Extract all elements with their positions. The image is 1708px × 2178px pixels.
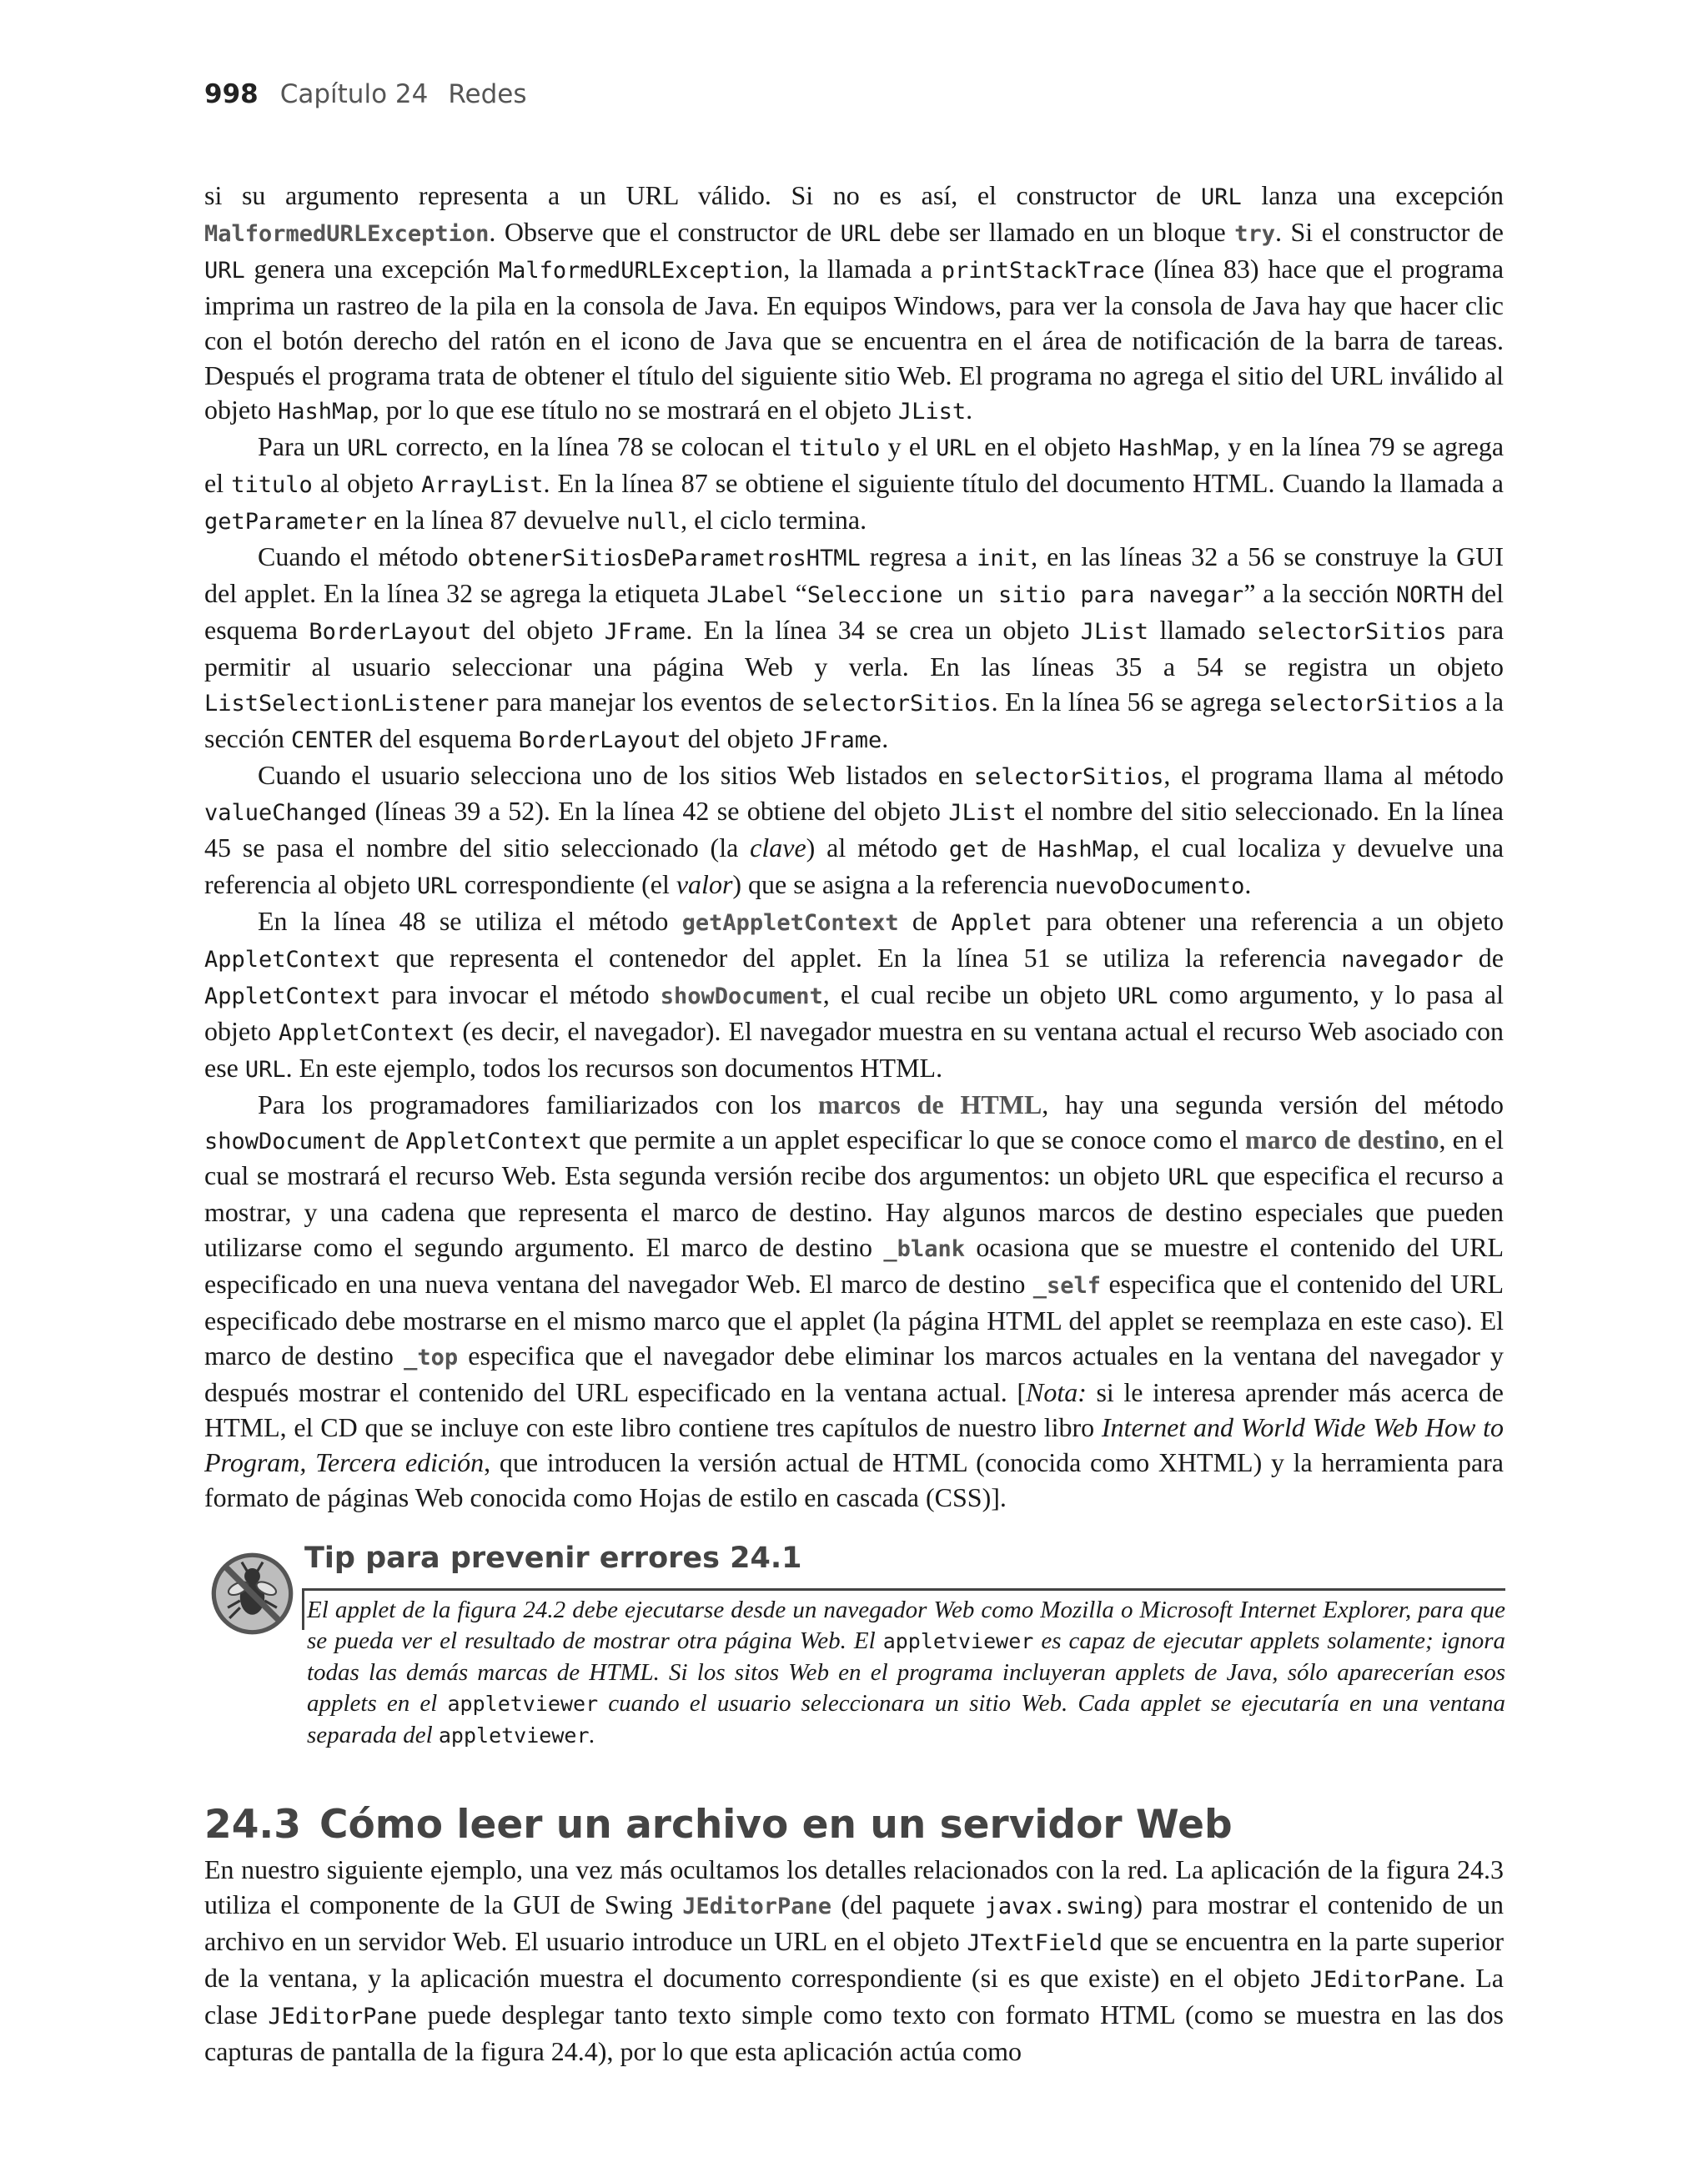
code-term: titulo	[231, 472, 313, 499]
text-run: como argumento, y lo pasa al objeto	[204, 978, 1505, 1046]
code-term: AppletContext	[405, 1128, 582, 1154]
text-run: debe ser llamado en un bloque	[881, 216, 1235, 247]
code-term: selectorSitios	[973, 763, 1164, 790]
code-term: ArrayList	[421, 472, 544, 499]
code-term: URL	[1117, 983, 1158, 1009]
section-number: 24.3	[204, 1802, 301, 1848]
text-run: “	[787, 577, 807, 608]
text-run: .	[589, 1721, 595, 1748]
text-run: , la llamada a	[783, 253, 942, 284]
text-run: ) para mostrar el contenido de un archivo en un servidor Web. El usuario introduce un URL en el objeto	[204, 1889, 1505, 1956]
code-term: getParameter	[204, 509, 368, 536]
text-run: , hay una segunda versión del método	[1042, 1089, 1504, 1119]
code-term: appletviewer	[438, 1723, 590, 1748]
body-paragraph	[204, 758, 1504, 905]
text-run: y el	[880, 431, 937, 462]
code-term: BorderLayout	[309, 618, 472, 645]
tip-rule	[302, 1588, 1505, 1591]
body-paragraph	[204, 904, 1504, 1088]
text-run: .	[882, 722, 889, 753]
code-term: JList	[897, 399, 967, 425]
text-run: que especifica el recurso a mostrar, y una cadena que representa el marco de destino. Hay algunos marcos de destino especiales que pueden utilizarse como el segundo argumento. El marco de destino	[204, 1160, 1505, 1263]
code-term: URL	[244, 1056, 286, 1083]
body-paragraph	[204, 179, 1504, 430]
text-run: llamado	[1148, 614, 1257, 645]
code-term-bold: try	[1234, 220, 1275, 247]
code-term: JTextField	[967, 1929, 1103, 1956]
text-run: , el cual localiza y devuelve una referencia al objeto	[204, 832, 1505, 900]
text-run: (línea 83) hace que el programa imprima un rastreo de la pila en la consola de Java. En equipos Windows, para ver la consola de Java hay que hacer clic con el botón derecho del ratón en el icono de Java que se encuentra en el área de notificación de la barra de tareas. Después el programa trata de obtener el título del siguiente sitio Web. El programa no agrega el sitio del URL inválido al objeto	[204, 253, 1505, 425]
code-term: CENTER	[290, 727, 373, 753]
text-run: para permitir al usuario seleccionar una página Web y verla. En las líneas 35 a 54 se registra un objeto	[204, 614, 1505, 682]
code-term: URL	[347, 435, 389, 462]
section-title: Cómo leer un archivo en un servidor Web	[319, 1802, 1233, 1848]
text-run: del esquema	[204, 577, 1505, 645]
text-run: , que introducen la versión actual de HTML (conocida como XHTML) y la herramienta para formato de páginas Web conocida como Hojas de estilo en cascada (CSS)].	[204, 1446, 1505, 1512]
code-term: MalformedURLException	[498, 257, 784, 284]
body-paragraph	[204, 1088, 1504, 1516]
code-term: selectorSitios	[1256, 618, 1447, 645]
code-term: HashMap	[1118, 435, 1213, 462]
text-run: , el programa llama al método	[1163, 759, 1505, 790]
text-run: . En este ejemplo, todos los recursos son documentos HTML.	[285, 1052, 943, 1083]
code-term: showDocument	[204, 1128, 368, 1154]
code-term: URL	[840, 220, 882, 247]
code-term: Seleccione un sitio para navegar	[806, 581, 1244, 608]
code-term: Applet	[951, 910, 1032, 937]
text-run: del objeto	[681, 722, 801, 753]
text-run: especifica que el contenido del URL especificado debe mostrarse en el mismo marco que el applet (la página HTML del applet se reemplaza en este caso). El marco de destino	[204, 1269, 1505, 1371]
text-run: que se encuentra en la parte superior de la ventana, y la aplicación muestra el documento correspondiente (si es que existe) en el objeto	[204, 1925, 1504, 1993]
text-run: ) que se asigna a la referencia	[732, 869, 1055, 900]
text-run: de	[898, 906, 952, 937]
italic-text: Internet and World Wide Web How to Program, Tercera edición	[204, 1411, 1505, 1477]
text-run: . La clase	[204, 1962, 1505, 2030]
text-run: es capaz de ejecutar applets solamente; ignora todas las demás marcas de HTML. Si los sitos Web en el programa incluyeran applets de Java, sólo aparecerían esos applets en el	[307, 1627, 1505, 1717]
text-run: En la línea 48 se utiliza el método	[258, 906, 682, 937]
text-run: . En la línea 56 se agrega	[991, 686, 1269, 717]
text-run: , el cual recibe un objeto	[822, 978, 1118, 1009]
code-term: JList	[1080, 618, 1149, 645]
key-term: marcos de HTML	[817, 1089, 1042, 1119]
text-run: lanza una excepción	[1241, 180, 1505, 210]
code-term: JEditorPane	[1309, 1966, 1459, 1993]
section-paragraph	[204, 1853, 1504, 2069]
text-run: de	[367, 1124, 406, 1154]
text-run: El applet de la figura 24.2 debe ejecutarse desde un navegador Web como Mozilla o Microsoft Internet Explorer, para que se pueda ver el resultado de mostrar otra página Web. El	[307, 1597, 1505, 1654]
italic-text: Nota:	[1026, 1376, 1087, 1407]
text-run: en el objeto	[976, 431, 1119, 462]
text-run: ocasiona que se muestre el contenido del URL especificado en una nueva ventana del navegador Web. El marco de destino	[204, 1232, 1505, 1300]
code-term: nuevoDocumento	[1054, 873, 1245, 900]
text-run: , en el cual se mostrará el recurso Web. Esta segunda versión recibe dos argumentos: un objeto	[204, 1124, 1504, 1191]
code-term: navegador	[1341, 947, 1464, 973]
chapter-label: Capítulo 24	[279, 79, 429, 109]
tip-rule-vertical	[302, 1588, 304, 1630]
running-head	[204, 79, 526, 109]
text-run: (es decir, el navegador). El navegador muestra en su ventana actual el recurso Web asociado con ese	[204, 1015, 1505, 1083]
text-run: . En la línea 87 se obtiene el siguiente título del documento HTML. Cuando la llamada a	[543, 468, 1505, 499]
code-term: JEditorPane	[268, 2003, 418, 2030]
text-run: .	[966, 395, 973, 425]
text-run: En nuestro siguiente ejemplo, una vez más ocultamos los detalles relacionados con la red. La aplicación de la figura 24.3 utiliza el componente de la GUI de Swing	[204, 1854, 1504, 1919]
text-run: regresa a	[860, 541, 977, 572]
text-run: , en las líneas 32 a 56 se construye la GUI del applet. En la línea 32 se agrega la etiqueta	[204, 541, 1505, 608]
text-run: del objeto	[471, 614, 605, 645]
text-run: . Observe que el constructor de	[489, 216, 841, 247]
body-paragraph	[204, 540, 1504, 757]
code-term-bold: _blank	[883, 1236, 965, 1263]
code-term: obtenerSitiosDeParametrosHTML	[467, 546, 861, 572]
page-number: 998	[204, 79, 259, 109]
text-run: Para los programadores familiarizados con los	[258, 1089, 818, 1119]
text-run: . En la línea 34 se crea un objeto	[686, 614, 1081, 645]
italic-text: valor	[676, 869, 733, 900]
tip-title: Tip para prevenir errores 24.1	[304, 1542, 802, 1575]
text-run: .	[1244, 869, 1252, 900]
code-term: JLabel	[706, 581, 788, 608]
italic-text: clave	[750, 832, 806, 863]
text-run: correspondiente (el	[457, 869, 676, 900]
code-term: null	[626, 509, 681, 536]
section-heading	[204, 1802, 1233, 1848]
body-paragraph	[204, 430, 1504, 540]
text-run: genera una excepción	[244, 253, 499, 284]
code-term: AppletContext	[204, 947, 381, 973]
text-run: al objeto	[312, 468, 422, 499]
text-run: que representa el contenedor del applet. En la línea 51 se utiliza la referencia	[380, 943, 1342, 973]
code-term-bold: _top	[404, 1345, 459, 1371]
text-run: del esquema	[372, 722, 519, 753]
text-run: el nombre del sitio seleccionado. En la línea 45 se pasa el nombre del sitio seleccionado (la	[204, 796, 1505, 863]
code-term: get	[948, 837, 990, 863]
code-term: JFrame	[604, 618, 686, 645]
text-run: (del paquete	[831, 1889, 985, 1919]
error-prevention-tip	[208, 1542, 1505, 1775]
code-term: ListSelectionListener	[204, 690, 490, 717]
code-term: JList	[948, 800, 1017, 827]
text-run: (líneas 39 a 52). En la línea 42 se obtiene del objeto	[367, 796, 949, 827]
text-run: en la línea 87 devuelve	[367, 505, 627, 536]
tip-body	[307, 1595, 1505, 1752]
code-term-bold: _self	[1032, 1273, 1102, 1300]
text-run: cuando el usuario seleccionara un sitio Web. Cada applet se ejecutaría en una ventana separada del	[307, 1689, 1505, 1748]
code-term: URL	[1168, 1164, 1209, 1191]
code-term: printStackTrace	[941, 257, 1145, 284]
code-term: NORTH	[1395, 581, 1464, 608]
text-run: especifica que el navegador debe eliminar los marcos actuales en la ventana del navegador y después mostrar el contenido del URL especificado en la ventana actual. [	[204, 1341, 1505, 1407]
key-term: marco de destino	[1244, 1124, 1439, 1154]
code-term: URL	[204, 257, 245, 284]
text-run: Cuando el método	[258, 541, 468, 572]
code-term: init	[977, 546, 1032, 572]
code-term-bold: getAppletContext	[681, 910, 899, 937]
text-run: si su argumento representa a un URL válido. Si no es así, el constructor de	[204, 180, 1201, 210]
text-run: Cuando el usuario selecciona uno de los sitios Web listados en	[258, 759, 974, 790]
bug-prohibited-icon	[208, 1550, 296, 1637]
code-term: selectorSitios	[801, 690, 992, 717]
code-term: AppletContext	[279, 1019, 455, 1046]
text-run: para manejar los eventos de	[489, 686, 801, 717]
body-text	[204, 179, 1504, 1516]
text-run: puede desplegar tanto texto simple como texto con formato HTML (como se muestra en las dos capturas de pantalla de la figura 24.4), por lo que esta aplicación actúa como	[204, 1999, 1505, 2066]
text-run: de	[989, 832, 1038, 863]
code-term: appletviewer	[447, 1691, 599, 1716]
code-term: AppletContext	[204, 983, 381, 1009]
code-term: titulo	[798, 435, 881, 462]
text-run: , por lo que ese título no se mostrará en el objeto	[372, 395, 898, 425]
text-run: correcto, en la línea 78 se colocan el	[388, 431, 799, 462]
code-term: URL	[1200, 184, 1242, 210]
text-run: , y en la línea 79 se agrega el	[204, 431, 1505, 499]
code-term-bold: JEditorPane	[682, 1893, 831, 1919]
text-run: ) al método	[806, 832, 949, 863]
text-run: para obtener una referencia a un objeto	[1032, 906, 1505, 937]
code-term-bold: showDocument	[660, 983, 823, 1009]
code-term: URL	[936, 435, 977, 462]
text-run: para invocar el método	[380, 978, 661, 1009]
code-term: HashMap	[277, 399, 373, 425]
code-term: appletviewer	[882, 1628, 1034, 1653]
text-run: . Si el constructor de	[1274, 216, 1505, 247]
code-term: HashMap	[1037, 837, 1133, 863]
text-run: , el ciclo termina.	[681, 505, 867, 536]
text-run: si le interesa aprender más acerca de HTML, el CD que se incluye con este libro contiene tres capítulos de nuestro libro	[204, 1376, 1505, 1442]
text-run: ” a la sección	[1243, 577, 1396, 608]
code-term: valueChanged	[204, 800, 368, 827]
chapter-title: Redes	[448, 79, 527, 109]
code-term: BorderLayout	[518, 727, 681, 753]
text-run: Para un	[258, 431, 348, 462]
text-run: a la sección	[204, 686, 1505, 753]
section-body	[204, 1853, 1504, 2069]
code-term-bold: MalformedURLException	[204, 220, 490, 247]
text-run: que permite a un applet especificar lo que se conoce como el	[581, 1124, 1245, 1154]
text-run: de	[1463, 943, 1505, 973]
code-term: JFrame	[800, 727, 882, 753]
code-term: javax.swing	[984, 1893, 1134, 1919]
code-term: URL	[416, 873, 458, 900]
code-term: selectorSitios	[1268, 690, 1459, 717]
